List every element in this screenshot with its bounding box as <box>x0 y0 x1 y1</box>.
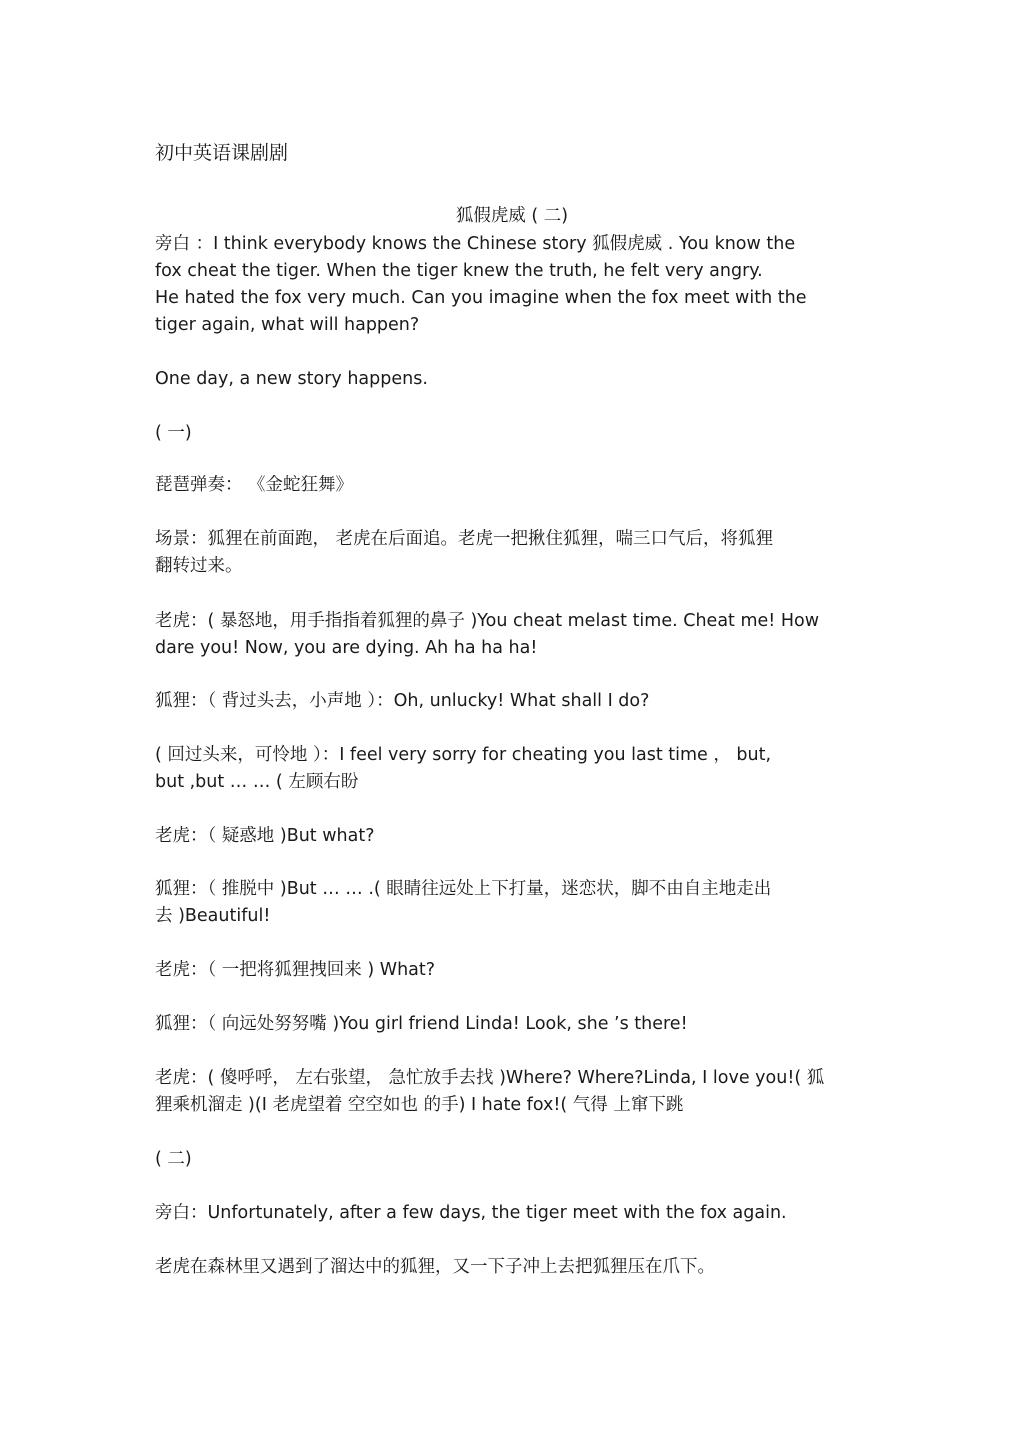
script-line: 琵琶弹奏： 《金蛇狂舞》 <box>155 475 354 495</box>
script-line: 场景：狐狸在前面跑， 老虎在后面追。老虎一把揪住狐狸，喘三口气后，将狐狸 <box>155 529 774 549</box>
script-line: 老虎：( 暴怒地，用手指指着狐狸的鼻子 )You cheat melast time. Cheat me! How <box>155 611 820 631</box>
script-line: 老虎在森林里又遇到了溜达中的狐狸，又一下子冲上去把狐狸压在爪下。 <box>155 1257 715 1277</box>
script-line: 狐狸：（ 推脱中 )But … … .( 眼睛往远处上下打量，迷恋状，脚不由自主地走出 <box>155 879 772 899</box>
script-line: 老虎：( 傻呼呼， 左右张望， 急忙放手去找 )Where? Where?Linda, I love you!( 狐 <box>155 1068 825 1088</box>
script-line: He hated the fox very much. Can you imagine when the fox meet with the <box>155 288 807 308</box>
script-line: 旁白 ：I think everybody knows the Chinese story 狐假虎威 . You know the <box>155 234 796 254</box>
script-line: One day, a new story happens. <box>155 369 428 389</box>
script-line: 翻转过来。 <box>155 556 243 576</box>
script-line: ( 二) <box>155 1149 192 1169</box>
script-line: 狸乘机溜走 )(I 老虎望着 空空如也 的手) I hate fox!( 气得 上窜下跳 <box>155 1095 684 1115</box>
script-line: but ,but … … ( 左顾右盼 <box>155 772 359 792</box>
play-title: 狐假虎威 ( 二) <box>455 206 569 226</box>
script-line: ( 回过头来，可怜地 ）：I feel very sorry for cheating you last time ， but, <box>155 745 772 765</box>
script-line: 老虎：（ 疑惑地 )But what? <box>155 826 375 846</box>
script-line: fox cheat the tiger. When the tiger knew the truth, he felt very angry. <box>155 261 763 281</box>
script-line: ( 一) <box>155 423 192 443</box>
script-line: tiger again, what will happen? <box>155 315 420 335</box>
script-line: dare you! Now, you are dying. Ah ha ha ha! <box>155 638 538 658</box>
script-line: 老虎：（ 一把将狐狸拽回来 ) What? <box>155 960 436 980</box>
script-line: 旁白：Unfortunately, after a few days, the tiger meet with the fox again. <box>155 1203 787 1223</box>
script-line: 狐狸：（ 背过头去，小声地 ）：Oh, unlucky! What shall I do? <box>155 691 650 711</box>
document-title: 初中英语课剧剧 <box>155 142 289 164</box>
script-line: 狐狸：（ 向远处努努嘴 )You girl friend Linda! Look, she ’s there! <box>155 1014 688 1034</box>
script-line: 去 )Beautiful! <box>155 906 271 926</box>
